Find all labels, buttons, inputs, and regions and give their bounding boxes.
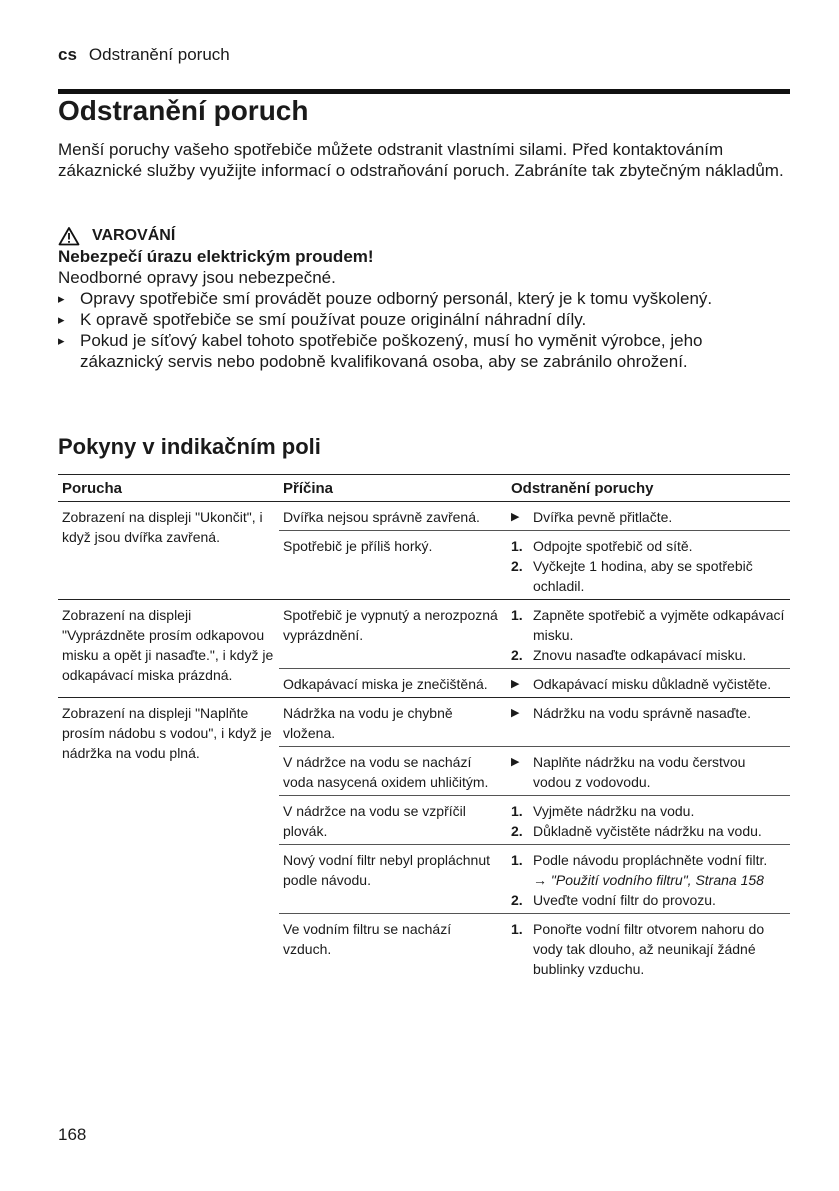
remedy-step: Znovu nasaďte odkapávací misku. (533, 647, 747, 663)
remedy-bullet: Odkapávací misku důkladně vyčistěte. (533, 676, 772, 692)
header-section: Odstranění poruch (88, 45, 230, 64)
title-rule (58, 89, 790, 94)
warning-item: ▸ Opravy spotřebiče smí provádět pouze odborný personál, který je k tomu vyškolený. (58, 288, 788, 309)
cause-cell: V nádržce na vodu se nachází voda nasycená oxidem uhličitým. (279, 747, 507, 796)
remedy-cell: ▶ Naplňte nádržku na vodu čerstvou vodou z vodovodu. (507, 747, 790, 796)
warning-triangle-icon (58, 226, 80, 246)
header-cause: Příčina (279, 475, 507, 502)
warning-list (58, 288, 788, 372)
page-title: Odstranění poruch (58, 95, 309, 126)
remedy-step: Uveďte vodní filtr do provozu. (533, 892, 716, 908)
page-number: 168 (58, 1125, 87, 1144)
page-header (58, 45, 230, 65)
warning-text: Neodborné opravy jsou nebezpečné. (58, 268, 336, 287)
troubleshooting-table (58, 474, 790, 982)
remedy-bullet: Dvířka pevně přitlačte. (533, 509, 673, 525)
remedy-bullet: Naplňte nádržku na vodu čerstvou vodou z vodovodu. (533, 754, 746, 790)
fault-cell: Zobrazení na displeji "Ukončit", i když jsou dvířka zavřená. (58, 502, 279, 600)
header-fault: Porucha (58, 475, 279, 502)
warning-label: VAROVÁNÍ (92, 227, 176, 244)
header-remedy: Odstranění poruchy (507, 475, 790, 502)
table-header-row (58, 475, 790, 502)
remedy-step: Ponořte vodní filtr otvorem nahoru do vody tak dlouho, až neunikají žádné bublinky vzduchu. (533, 921, 765, 977)
warning-heading (58, 225, 788, 246)
cause-cell: Odkapávací miska je znečištěná. (279, 669, 507, 698)
remedy-bullet: Nádržku na vodu správně nasaďte. (533, 705, 751, 721)
remedy-cell: 1. Vyjměte nádržku na vodu. 2. Důkladně vyčistěte nádržku na vodu. (507, 796, 790, 845)
table-row (58, 698, 790, 747)
table-row (58, 502, 790, 531)
remedy-cell: 1. Odpojte spotřebič od sítě. 2. Vyčkejte 1 hodina, aby se spotřebič ochladil. (507, 531, 790, 600)
cause-cell: Spotřebič je vypnutý a nerozpozná vyprázdnění. (279, 600, 507, 669)
remedy-cell: ▶ Odkapávací misku důkladně vyčistěte. (507, 669, 790, 698)
remedy-step: Vyčkejte 1 hodina, aby se spotřebič ochladil. (533, 558, 753, 594)
remedy-step: Odpojte spotřebič od sítě. (533, 538, 693, 554)
warning-box (58, 225, 788, 372)
fault-cell: Zobrazení na displeji "Vyprázdněte prosím odkapovou misku a opět ji nasaďte.", i když je odkapávací miska prázdná. (58, 600, 279, 698)
warning-item: ▸ K opravě spotřebiče se smí používat pouze originální náhradní díly. (58, 309, 788, 330)
remedy-cell: 1. Ponořte vodní filtr otvorem nahoru do vody tak dlouho, až neunikají žádné bublinky vzduchu. (507, 914, 790, 983)
warning-item: ▸ Pokud je síťový kabel tohoto spotřebiče poškozený, musí ho vyměnit výrobce, jeho zákaznický servis nebo podobně kvalifikovaná osoba, aby se zabránilo ohrožení. (58, 330, 788, 372)
language-code: cs (58, 45, 77, 64)
remedy-step: Podle návodu propláchněte vodní filtr. (533, 852, 768, 868)
remedy-step: Důkladně vyčistěte nádržku na vodu. (533, 823, 762, 839)
warning-subtitle: Nebezpečí úrazu elektrickým proudem! (58, 247, 374, 266)
remedy-step: Vyjměte nádržku na vodu. (533, 803, 695, 819)
remedy-step: Zapněte spotřebič a vyjměte odkapávací misku. (533, 607, 785, 643)
remedy-cell: ▶ Nádržku na vodu správně nasaďte. (507, 698, 790, 747)
fault-cell: Zobrazení na displeji "Naplňte prosím nádobu s vodou", i když je nádržka na vodu plná. (58, 698, 279, 983)
cause-cell: Nádržka na vodu je chybně vložena. (279, 698, 507, 747)
cause-cell: Nový vodní filtr nebyl propláchnut podle návodu. (279, 845, 507, 914)
section-title: Pokyny v indikačním poli (58, 434, 321, 459)
remedy-cell: 1. Zapněte spotřebič a vyjměte odkapávací misku. 2. Znovu nasaďte odkapávací misku. (507, 600, 790, 669)
cause-cell: V nádržce na vodu se vzpříčil plovák. (279, 796, 507, 845)
cause-cell: Ve vodním filtru se nachází vzduch. (279, 914, 507, 983)
intro-text: Menší poruchy vašeho spotřebiče můžete odstranit vlastními silami. Před kontaktováním zákaznické služby využijte informací o odstraňování poruch. Zabráníte tak zbytečným nákladům. (58, 140, 784, 180)
table-row (58, 600, 790, 669)
cross-reference-link[interactable]: → "Použití vodního filtru", Strana 158 (533, 872, 764, 888)
cause-cell: Spotřebič je příliš horký. (279, 531, 507, 600)
remedy-cell: ▶ Dvířka pevně přitlačte. (507, 502, 790, 531)
cause-cell: Dvířka nejsou správně zavřená. (279, 502, 507, 531)
remedy-cell: 1. Podle návodu propláchněte vodní filtr. → "Použití vodního filtru", Strana 158 2. Uveďte vodní filtr do provozu. (507, 845, 790, 914)
